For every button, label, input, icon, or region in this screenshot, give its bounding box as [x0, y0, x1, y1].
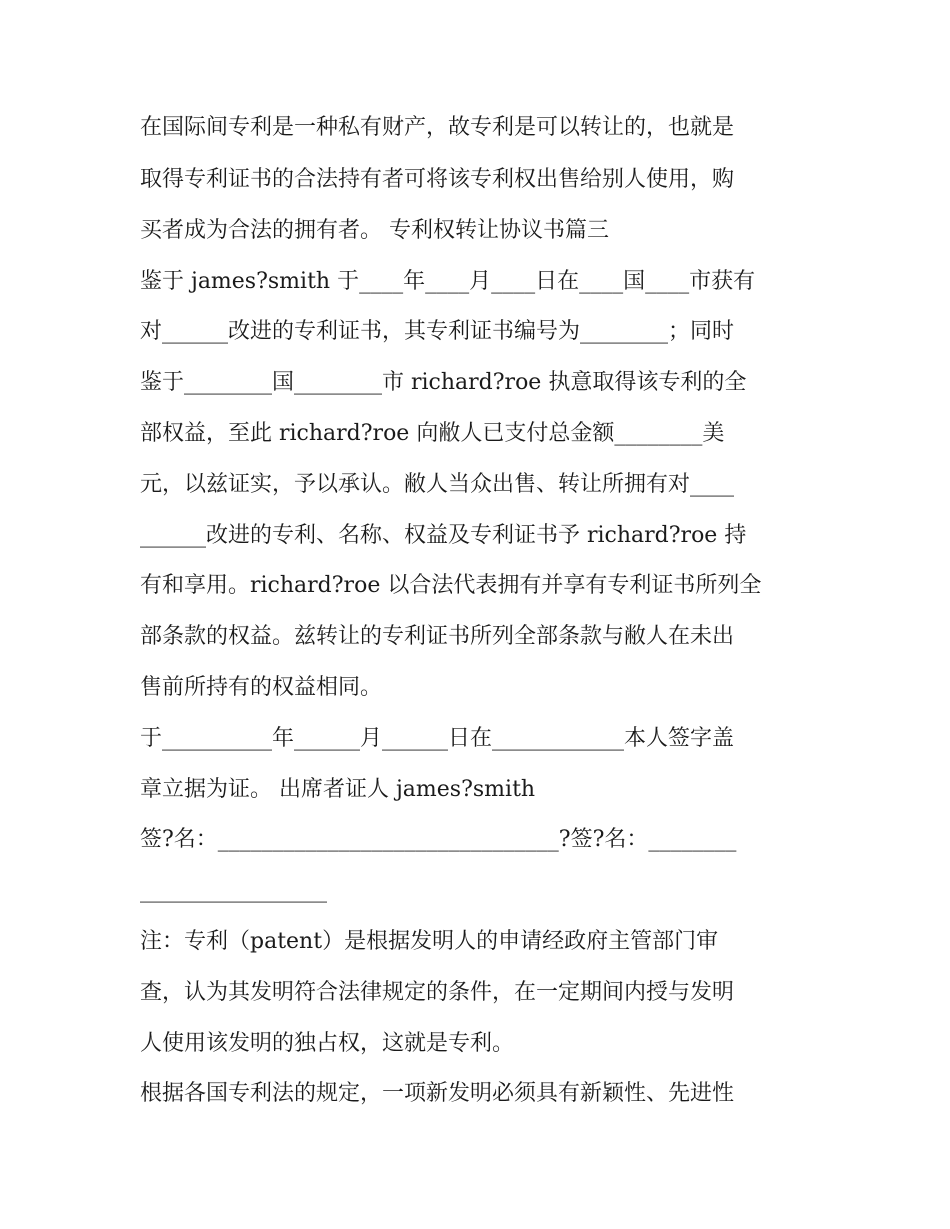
text-line-8: 元，以兹证实，予以承认。敝人当众出售、转让所拥有对____: [140, 472, 735, 497]
text-line-10: 有和享用。richard?roe 以合法代表拥有并享有专利证书所列全: [140, 573, 762, 598]
text-line-1: 在国际间专利是一种私有财产，故专利是可以转让的，也就是: [140, 115, 735, 140]
text-line-3: 买者成为合法的拥有者。 专利权转让协议书篇三: [140, 218, 609, 243]
signature-line: 签?名：_______________________________?签?名：________: [140, 827, 737, 852]
text-line-9: ______改进的专利、名称、权益及专利证书予 richard?roe 持: [140, 523, 747, 548]
text-line-20: 根据各国专利法的规定，一项新发明必须具有新颖性、先进性: [140, 1081, 735, 1106]
note-line-1: 注：专利（patent）是根据发明人的申请经政府主管部门审: [140, 929, 719, 954]
signature-line-continued: _________________: [140, 878, 327, 903]
text-line-14: 章立据为证。 出席者证人 james?smith: [140, 777, 536, 802]
text-line-13: 于__________年______月______日在____________本人签字盖: [140, 726, 735, 751]
text-line-2: 取得专利证书的合法持有者可将该专利权出售给别人使用，购: [140, 167, 735, 192]
text-line-12: 售前所持有的权益相同。: [140, 675, 383, 700]
text-line-5: 对______改进的专利证书，其专利证书编号为________；同时: [140, 319, 735, 344]
text-line-4: 鉴于 james?smith 于____年____月____日在____国____市获有: [140, 269, 756, 294]
note-line-3: 人使用该发明的独占权，这就是专利。: [140, 1031, 515, 1056]
text-line-6: 鉴于________国________市 richard?roe 执意取得该专利的全: [140, 370, 747, 395]
note-line-2: 查，认为其发明符合法律规定的条件，在一定期间内授与发明: [140, 980, 735, 1005]
text-line-11: 部条款的权益。兹转让的专利证书所列全部条款与敝人在未出: [140, 624, 735, 649]
text-line-7: 部权益，至此 richard?roe 向敝人已支付总金额________美: [140, 421, 725, 446]
